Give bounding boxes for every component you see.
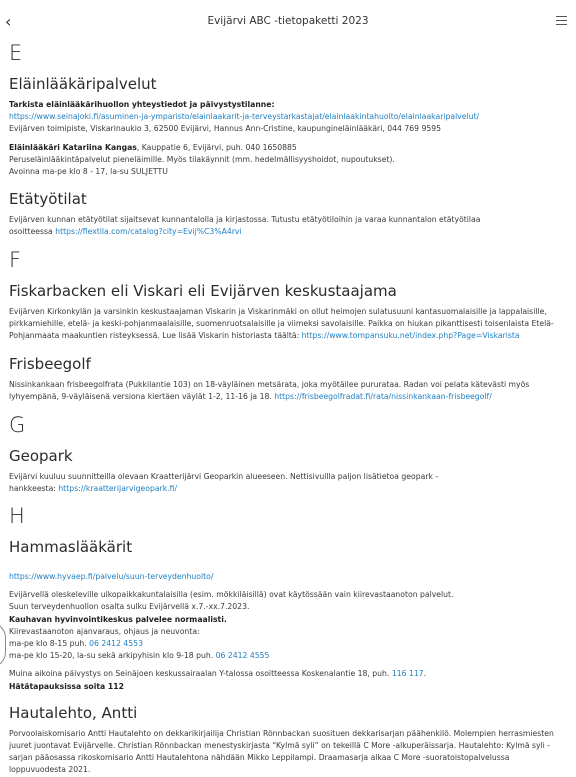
hamma-line-7-end: . xyxy=(423,669,427,679)
chevron-left-icon[interactable]: ‹ xyxy=(5,12,12,31)
frisbee-line-2: lyhyempänä, 9-väyläisenä versiona kiertäen väylät 1-2, 11-16 ja 18. xyxy=(9,392,275,402)
heading-hammaslaakarit: Hammaslääkärit xyxy=(9,538,133,557)
hamma-line-4: Kiirevastaanoton ajanvaraus, ohjaus ja neuvonta: xyxy=(9,626,200,636)
geo-text xyxy=(9,471,569,495)
hauta-line-2: juuret juontavat Evijärvelle. Christian Rönnbackan menestyskirjasta “Kylmä syli” on tekeillä C More -alkuperäissarja. Hautalehto: Kylmä syli - xyxy=(9,741,551,751)
elain-vet-name: Eläinlääkäri Katariina Kangas xyxy=(9,142,137,152)
heading-elainlaakaripalvelut: Eläinlääkäripalvelut xyxy=(9,75,157,93)
elain-link[interactable]: https://www.seinajoki.fi/asuminen-ja-ymparisto/elainlaakarit-ja-terveystarkastajat/elainlaakintahuolto/elainlaakaripalvelut/ xyxy=(9,112,480,122)
elain-address: Evijärven toimipiste, Viskarinaukio 3, 62500 Evijärvi, Hannus Ann-Cristine, kaupungineläinlääkäri, 044 769 9595 xyxy=(9,124,442,134)
heading-geopark: Geopark xyxy=(9,446,73,465)
hamma-phone-3[interactable]: 116 117 xyxy=(391,669,424,679)
geo-line-1: Evijärvi kuuluu suunnitteilla olevaan Kraatterijärvi Geoparkin alueeseen. Nettisivuilla paljon lisätietoa geopark - xyxy=(9,471,439,481)
hamma-line-3: Kauhavan hyvinvointikeskus palvelee normaalisti. xyxy=(9,614,227,624)
elain-vet-contact: , Kauppatie 6, Evijärvi, puh. 040 1650885 xyxy=(136,142,297,152)
hauta-text xyxy=(9,728,569,777)
elain-text xyxy=(9,99,569,178)
hamma-phone-2[interactable]: 06 2412 4555 xyxy=(215,651,270,661)
fisk-line-1: Evijärven Kirkonkylän ja varsinkin keskustaajaman Viskarin ja Viskarinmäki on ollut heimojen sulatusuuni kantasuomalaisille ja lappalaisille, xyxy=(9,306,547,316)
elain-services: Peruseläinlääkintäpalvelut pieneläimille. Myös tilakäynnit (mm. hedelmällisyyshoidot, nupoutukset). xyxy=(9,154,395,164)
fisk-text xyxy=(9,306,569,343)
hamma-emergency: Hätätapauksissa soita 112 xyxy=(9,681,124,691)
frisbee-text xyxy=(9,379,569,403)
eta-line-1: Evijärven kunnan etätyötilat sijaitsevat kunnantalolla ja kirjastossa. Tutustu etätyötiloihin ja varaa kunnantalon etätyötilaa xyxy=(9,215,481,225)
section-letter-f: F xyxy=(9,247,22,272)
section-letter-g: G xyxy=(9,412,26,437)
fisk-line-3: Pohjanmaata maakuntien risteyksessä. Lue lisää Viskarin historiasta täältä: xyxy=(9,331,302,341)
section-letter-e: E xyxy=(9,41,23,65)
hauta-line-4: loppuvuodesta 2021. xyxy=(9,765,91,775)
heading-hautalehto: Hautalehto, Antti xyxy=(9,703,138,722)
scroll-handle[interactable] xyxy=(0,622,6,668)
hauta-line-3: sarjan pääosassa rikoskomisario Antti Hautalehtona nähdään Mikko Leppilampi. Draamasarja alkaa C More -suoratoistopalvelussa xyxy=(9,753,510,763)
hamburger-menu-icon[interactable] xyxy=(556,16,567,25)
top-bar xyxy=(0,0,576,42)
page-title: Evijärvi ABC -tietopaketti 2023 xyxy=(207,15,369,27)
elain-hours: Avoinna ma-pe klo 8 - 17, la-su SULJETTU xyxy=(9,167,168,177)
geo-link[interactable]: https://kraatterijarvigeopark.fi/ xyxy=(58,483,178,493)
hamma-line-1: Evijärvellä oleskeleville ulkopaikkakuntalaisilla (esim. mökkiläisillä) ovat käytössään vain kiirevastaanoton palvelut. xyxy=(9,590,454,600)
heading-frisbeegolf: Frisbeegolf xyxy=(9,355,91,374)
heading-fiskarbacken: Fiskarbacken eli Viskari eli Evijärven keskustaajama xyxy=(9,281,397,300)
hamma-line-2: Suun terveydenhuollon osalta sulku Evijärvellä x.7.-xx.7.2023. xyxy=(9,602,250,612)
document-content xyxy=(9,38,569,777)
geo-line-2: hankkeesta: xyxy=(9,483,59,493)
frisbee-line-1: Nissinkankaan frisbeegolfrata (Pukkilantie 103) on 18-väyläinen metsärata, joka myötäilee pururataa. Radan voi pelata kätevästi myös xyxy=(9,380,530,390)
hamma-line-5: ma-pe klo 8-15 puh. xyxy=(9,639,90,649)
elain-intro: Tarkista eläinlääkärihuollon yhteystiedot ja päivystystilanne: xyxy=(9,100,275,109)
heading-etatyotilat: Etätyötilat xyxy=(9,190,87,209)
eta-text xyxy=(9,214,569,238)
hamma-line-7: Muina aikoina päivystys on Seinäjoen keskussairaalan Y-talossa osoitteessa Koskenalantie 18, puh. xyxy=(9,669,392,679)
hauta-line-1: Porvoolaiskomisario Antti Hautalehto on dekkarikirjailija Christian Rönnbackan suosituen dekkarisarjan päähenkilö. Molempien herrasmiesten xyxy=(9,728,554,738)
frisbee-link[interactable]: https://frisbeegolfradat.fi/rata/nissinkankaan-frisbeegolf/ xyxy=(274,392,492,402)
section-letter-h: H xyxy=(9,504,25,529)
hamma-link[interactable]: https://www.hyvaep.fi/palvelu/suun-terveydenhuolto/ xyxy=(9,572,214,582)
hamma-phone-1[interactable]: 06 2412 4553 xyxy=(89,639,143,649)
eta-link[interactable]: https://flextila.com/catalog?city=Evij%C3%A4rvi xyxy=(55,227,242,237)
hamma-line-6: ma-pe klo 15-20, la-su sekä arkipyhisin klo 9-18 puh. xyxy=(9,651,216,661)
eta-line-2: osoitteessa xyxy=(9,227,56,237)
fisk-link[interactable]: https://www.tompansuku.net/index.php?Page=Viskarista xyxy=(301,331,520,341)
hamma-text xyxy=(9,571,569,693)
fisk-line-2: pirkkamiehille, etelä- ja keski-pohjanmaalaisille, suomenruotsalaisille ja viimeksi savolaisille. Paikka on hiukan pikanttisesti toisenlaista Etelä- xyxy=(9,318,554,328)
